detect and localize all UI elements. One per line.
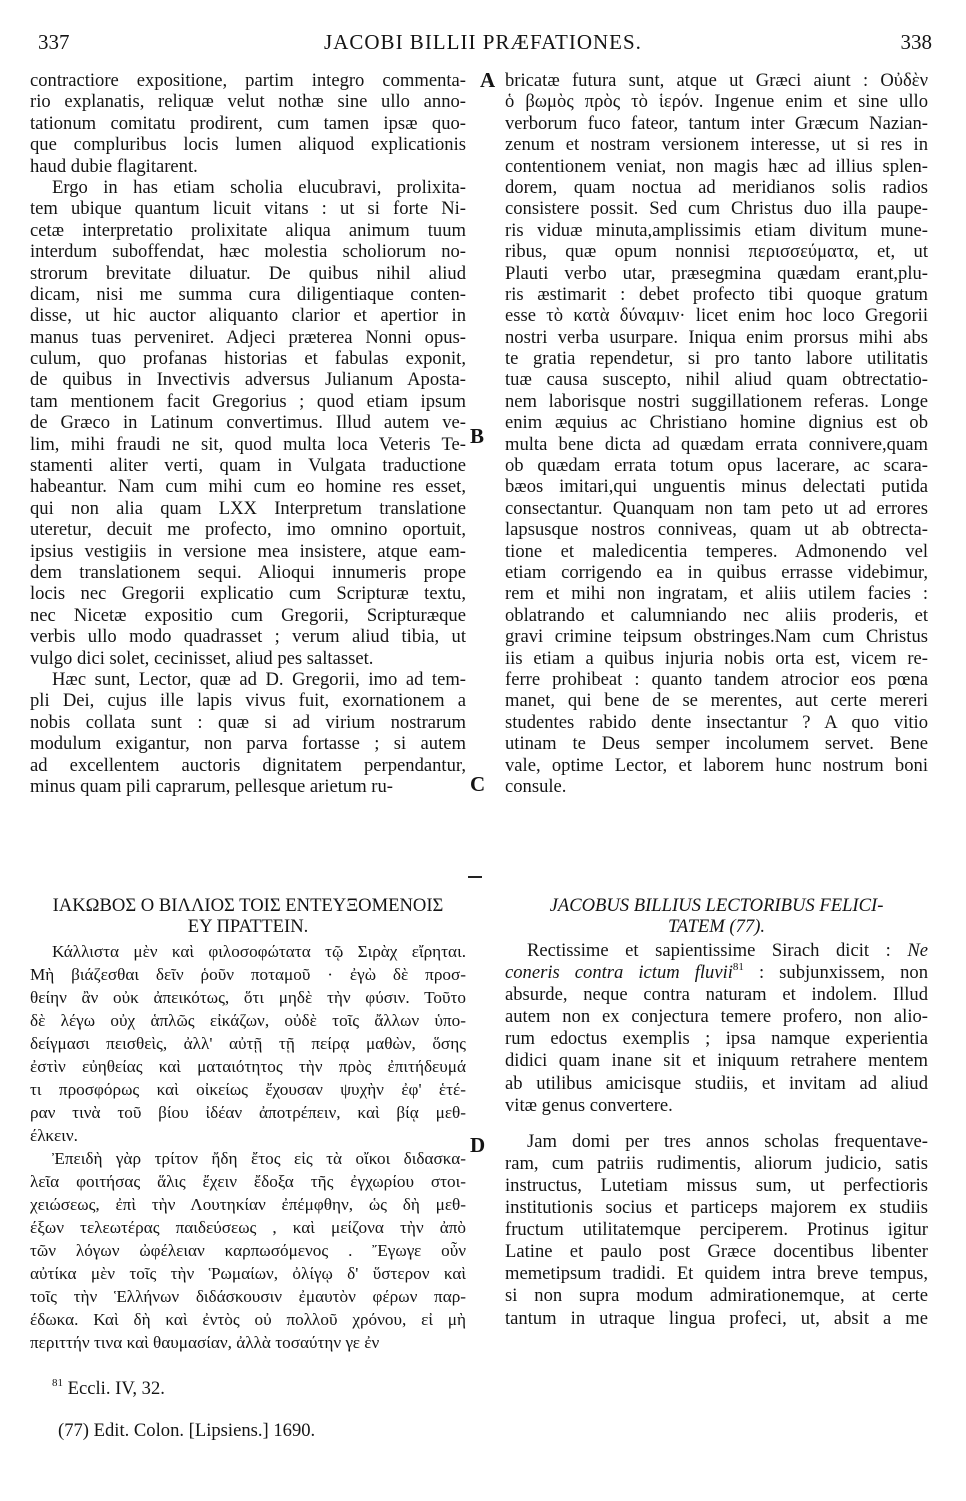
text-line: τοῖς τὴν Ἑλλήνων διδάσκουσιν ἐμαυτὸν φέρων παρ- [30,1287,466,1306]
text-line: ob quædam errata totum opus lacerare, ac scara- [505,455,928,477]
text-line: si non supra modum admirationemque, at certe [505,1285,928,1307]
text-line: disse, ut hic auctor aliquanto clarior et apertior in [30,305,466,327]
text-line: nem laborisque nostri suggillationem referas. Longe [505,390,928,412]
text-line: dorem, quam noctua ad meridianos solis radios [505,176,928,198]
text-line: de quibus in Invectivis adversus Julianum Aposta- [30,369,466,391]
text-line: rio explanatis, reliquæ velut nothæ sine ullo anno- [30,91,466,113]
text-line: strorum brevitate diluatur. De quibus nihil aliud [30,262,466,284]
text-line: culum, quo profanas historias et fabulas exponit, [30,348,466,370]
text-line: έλκειν. [30,1126,78,1145]
greek-text-column [30,940,466,1354]
text-line: Κάλλιστα μὲν καὶ φιλοσοφώτατα τῷ Σιρὰχ εἴρηται. [52,942,466,961]
page-number-left: 337 [38,30,70,54]
text-line: stamenti aliter verti, quam in Vulgata traductione [30,455,466,477]
text-line: Μὴ βιάζεσθαι δεῖν ῥοῦν ποταμοῦ · ἐγὼ δὲ προσ- [30,965,466,984]
text-line: Rectissime et sapientissime Sirach dicit : Ne [527,940,928,961]
text-line: Plauti verbo utar, præsegmina quædam erant,plu- [505,262,928,284]
text-line: bricatæ futura sunt, atque ut Græci aiunt : Οὐδὲν [505,70,928,91]
text-line: pli Dei, cujus ille lapis vivus fuit, exornationem a [30,690,466,712]
title-line: TATEM (77). [667,916,766,938]
text-line: έξων τελεωτέρας παιδεύσεως , καὶ μείζονα τὴν ἀπὸ [30,1218,466,1237]
text-line: Latine et paulo post Græce docentibus libenter [505,1241,928,1263]
text-line: tem ubique quantum licuit vitans : ut si forte Ni- [30,198,466,220]
text-line: Jam domi per tres annos scholas frequentave- [527,1130,928,1152]
text-line: χειώσεως, ἐπὶ τὴν Λουτηκίαν ἐπέμφθην, ὡς δὴ μεθ- [30,1195,466,1214]
text-line: consistere possit. Sed cum Christus duo illa paupe- [505,198,928,220]
text-line: esse τὸ κατὰ δύναμιν· licet enim hoc loco Gregorii [505,305,928,327]
text-line: περιττήν τινα καὶ θαυμασίαν, ἀλλὰ τοσαύτην γε ἐν [30,1333,380,1352]
text-line: τῶν λόγων ὠφέλειαν καρπωσόμενος . Ἔγωγε οὖν [30,1241,466,1260]
text-line: ραν τινὰ τοῦ βίου ἰδέαν ἀποτρέπειν, καὶ βίᾳ μεθ- [30,1103,466,1122]
title-line: ΙΑΚΩΒΟΣ Ο ΒΙΛΛΙΟΣ ΤΟΙΣ ΕΝΤΕΥΞΟΜΕΝΟΙΣ [52,895,444,916]
italic-quote: Ne [907,940,928,961]
text-line: ribus, quæ opum nonnisi περισσεύματα, et, ut [505,241,928,263]
text-line: ἐστὶν εὐηθείας καὶ ματαιότητος τὴν πρὸς ἐπιτήδευμά [30,1057,466,1076]
text-line: ris viduæ minuta,amplissimis etiam divitum mune- [505,219,928,241]
text-line: interdum suboffendat, hæc molestia scholiorum no- [30,241,466,263]
title-line: JACOBUS BILLIUS LECTORIBUS FELICI- [549,895,884,916]
text-line: rem et mihi non ingratam, et aliis utilem facies : [505,583,928,605]
footnote-text: Eccli. IV, 32. [67,1378,165,1399]
greek-section-title [30,895,466,938]
top-left-column [30,70,466,797]
margin-marker-a: A [480,68,496,92]
text-line: rum edoctus exemplis ; ipsa namque experientia [505,1028,928,1050]
text-line: manus tuas perveniret. Adjeci præterea Nonni opus- [30,326,466,348]
text-line: ὁ βωμὸς πρὸς τὸ ἱερόν. Ingenue enim et sine ullo [505,91,928,113]
section-divider [468,876,482,878]
text-line: δὲ λέγω οὐχ ἁπλῶς εἰκάζων, οὐδὲ τοῖς ἄλλων ὑπο- [30,1011,466,1030]
text-line: Hæc sunt, Lector, quæ ad D. Gregorii, imo ad tem- [52,668,466,690]
text-line: iis etiam a quibus injuria nobis orta est, vicem re- [505,647,928,669]
text-line: consectantur. Quanquam non tam peto ut ad errores [505,497,928,519]
text-line: verbis ullo modo quadrasset ; verum aliud tibia, ut [30,626,466,648]
text-line: ad excellentem auctoris dignitatem perpendantur, [30,754,466,776]
text-line: oblatrando et calumniando nec aliis proderis, et [505,604,928,626]
text-line: fructum utilitatemque perciperem. Protinus igitur [505,1219,928,1241]
text-line: λεῖα φοιτήσας ἅλις ἔχειν ἔδοξα τῆς ἐγχωρίου στοι- [30,1172,466,1191]
text-line: didici quam inane sit et iniquum retrahere mentem [505,1050,928,1072]
text-line [505,962,928,984]
text-line: contentionem veniat, non magis hæc ad illius splen- [505,155,928,177]
italic-quote: coneris contra ictum fluvii [505,962,733,984]
text-line: uteretur, decuit me profecto, imo omnino oportuit, [30,519,466,541]
text-line: tantum in utraque lingua profeci, ut, absit a me [505,1307,928,1329]
text-line: τι προσφόρως καὶ οἰκείως ἔχουσαν ψυχὴν ἐφ' ἑτέ- [30,1080,466,1099]
text-line: ipsius vestigiis in versione mea insistere, atque eam- [30,540,466,562]
text-line: etiam corrigendo ea in quibus errasse videbimur, [505,561,928,583]
text-line: absurde, neque contra naturam et indolem. Illud [505,984,928,1006]
text-line: memetipsum tradidi. Et quidem intra breve tempus, [505,1263,928,1285]
text-line: consule. [505,775,567,797]
text-line: nostri verba usurpare. Iniqua enim prorsus mihi abs [505,326,928,348]
text-line: dicam, nisi me summa cura diligentiaque conten- [30,283,466,305]
text-line: vulgo dici solet, cecinisset, aliud pes saltasset. [30,647,374,669]
text-line: de Græco in Latinum convertimus. Illud autem ve- [30,412,466,434]
text-line: Ergo in has etiam scholia elucubravi, prolixita- [52,176,466,198]
text-line: contractiore expositione, partim integro commenta- [30,70,466,91]
text-line: lapsusque nostros conniveas, quam ut ab obtrecta- [505,519,928,541]
text-line: manet, qui bene de se merentes, aut certe mereri [505,690,928,712]
text-line: qui non alia quam LXX Interpretum translatione [30,497,466,519]
text-line: έδωκα. Καὶ δὴ καὶ ἐντὸς οὐ πολλοῦ χρόνου, εἰ μὴ [30,1310,466,1329]
text-line: autem non ex conjectura temere profero, non alio- [505,1006,928,1028]
footnote-77: (77) Edit. Colon. [Lipsiens.] 1690. [58,1420,316,1441]
running-title: JACOBI BILLII PRÆFATIONES. [324,30,642,54]
text-line: habeantur. Nam cum mihi cum eo homine res esset, [30,476,466,498]
text-line: ferre prohibeat : quanto tandem atrocior eos pœna [505,668,928,690]
text-line: nec Nicetæ expositio cum Gregorii, Scripturæque [30,604,466,626]
text-line: modulum exigantur, non parva fortasse ; si autem [30,733,466,755]
text-line: institutionis socius et particeps majorem ex studiis [505,1197,928,1219]
margin-marker-b: B [470,424,485,448]
page-number-right: 338 [900,30,932,54]
text-line: tationum comitatu prodirent, cum tamen ipsæ quo- [30,112,466,134]
text-line: te gratia rependetur, si pro tanto labore utilitatis [505,348,928,370]
text-line: αὐτίκα μὲν τοῖς τὴν Ῥωμαίων, ὀλίγῳ δ' ὕστερον καὶ [30,1264,466,1283]
running-header [0,30,966,60]
margin-marker-c: C [470,772,486,796]
text-line: vitæ genus convertere. [505,1094,673,1116]
text-line: locis nec Gregorii explicatio cum Scripturæ textu, [30,583,466,605]
text-line: vale, optime Lector, et laborem hunc nostrum boni [505,754,928,776]
text-line: utinam te Deus semper incolumem servet. Bene [505,733,928,755]
text-line: verborum fuco fateor, tantum inter Græcum Nazian- [505,112,928,134]
text-line: multa bene dicta ad quædam errata connivere,quam [505,433,928,455]
latin-section-title [505,895,928,938]
text-line: dem translationem sequi. Alioqui innumeris prope [30,561,466,583]
top-right-column [505,70,928,797]
text-line: minus quam pili caprarum, pellesque arietum ru- [30,775,393,797]
text-line: nobis collata sunt : quæ si ad virium nostrarum [30,711,466,733]
margin-marker-d: D [470,1133,486,1157]
text-line: δείγμασι πεισθεὶς, ἀλλ' αὐτῇ τῇ πείρᾳ μαθὼν, ὅσης [30,1034,466,1053]
footnote-ref[interactable]: 81 [732,962,744,974]
text-line: enim æquius ac Christiano homine dignius est ob [505,412,928,434]
text-line: lim, mihi fraudi ne sit, quod multa loca Veteris Te- [30,433,466,455]
text-fragment: : subjunxissem, non [758,962,928,984]
text-line: haud dubie flagitarent. [30,155,198,177]
text-line: cetæ interpretatio prolixitate aliqua animum tuum [30,219,466,241]
title-line: ΕΥ ΠΡΑΤΤΕΙΝ. [187,916,309,938]
text-line: Ἐπειδὴ γὰρ τρίτον ἤδη ἔτος εἰς τὰ οἴκοι διδασκα- [52,1149,466,1168]
footnote-number: 81 [52,1377,63,1389]
text-line: zenum et nostram versionem interesse, ut si res in [505,134,928,156]
text-line: tione et maledicentia temperes. Admonendo vel [505,540,928,562]
text-line: instructus, Lutetiam missus sum, ut perfectioris [505,1174,928,1196]
text-line: studentes rabido dente insectantur ? A quo vitio [505,711,928,733]
text-line: ab utilibus amicisque studiis, et invitam ad aliud [505,1072,928,1094]
text-line: que compluribus locis lumen aliquod explicationis [30,134,466,156]
text-line: ris æstimarit : debet profecto tibi quoque gratum [505,283,928,305]
latin-text-column [505,940,928,1330]
text-line: θείην ἂν οὐκ ἀπεικότως, ὅτι μηδὲ τὴν φύσιν. Τοῦτο [30,988,466,1007]
text-line: bæos imitari,qui unguentis minus delectati putida [505,476,928,498]
footnote-81 [52,1378,165,1400]
text-line: gravi crimine teipsum obstringes.Nam cum Christus [505,626,928,648]
text-line: tuæ causa suscepto, nihil aliud quam obtrectatio- [505,369,928,391]
text-line: tam mentionem facit Gregorius ; quod etiam ipsum [30,390,466,412]
text-line: ram, cum patriis rudimentis, aliorum judicio, satis [505,1152,928,1174]
